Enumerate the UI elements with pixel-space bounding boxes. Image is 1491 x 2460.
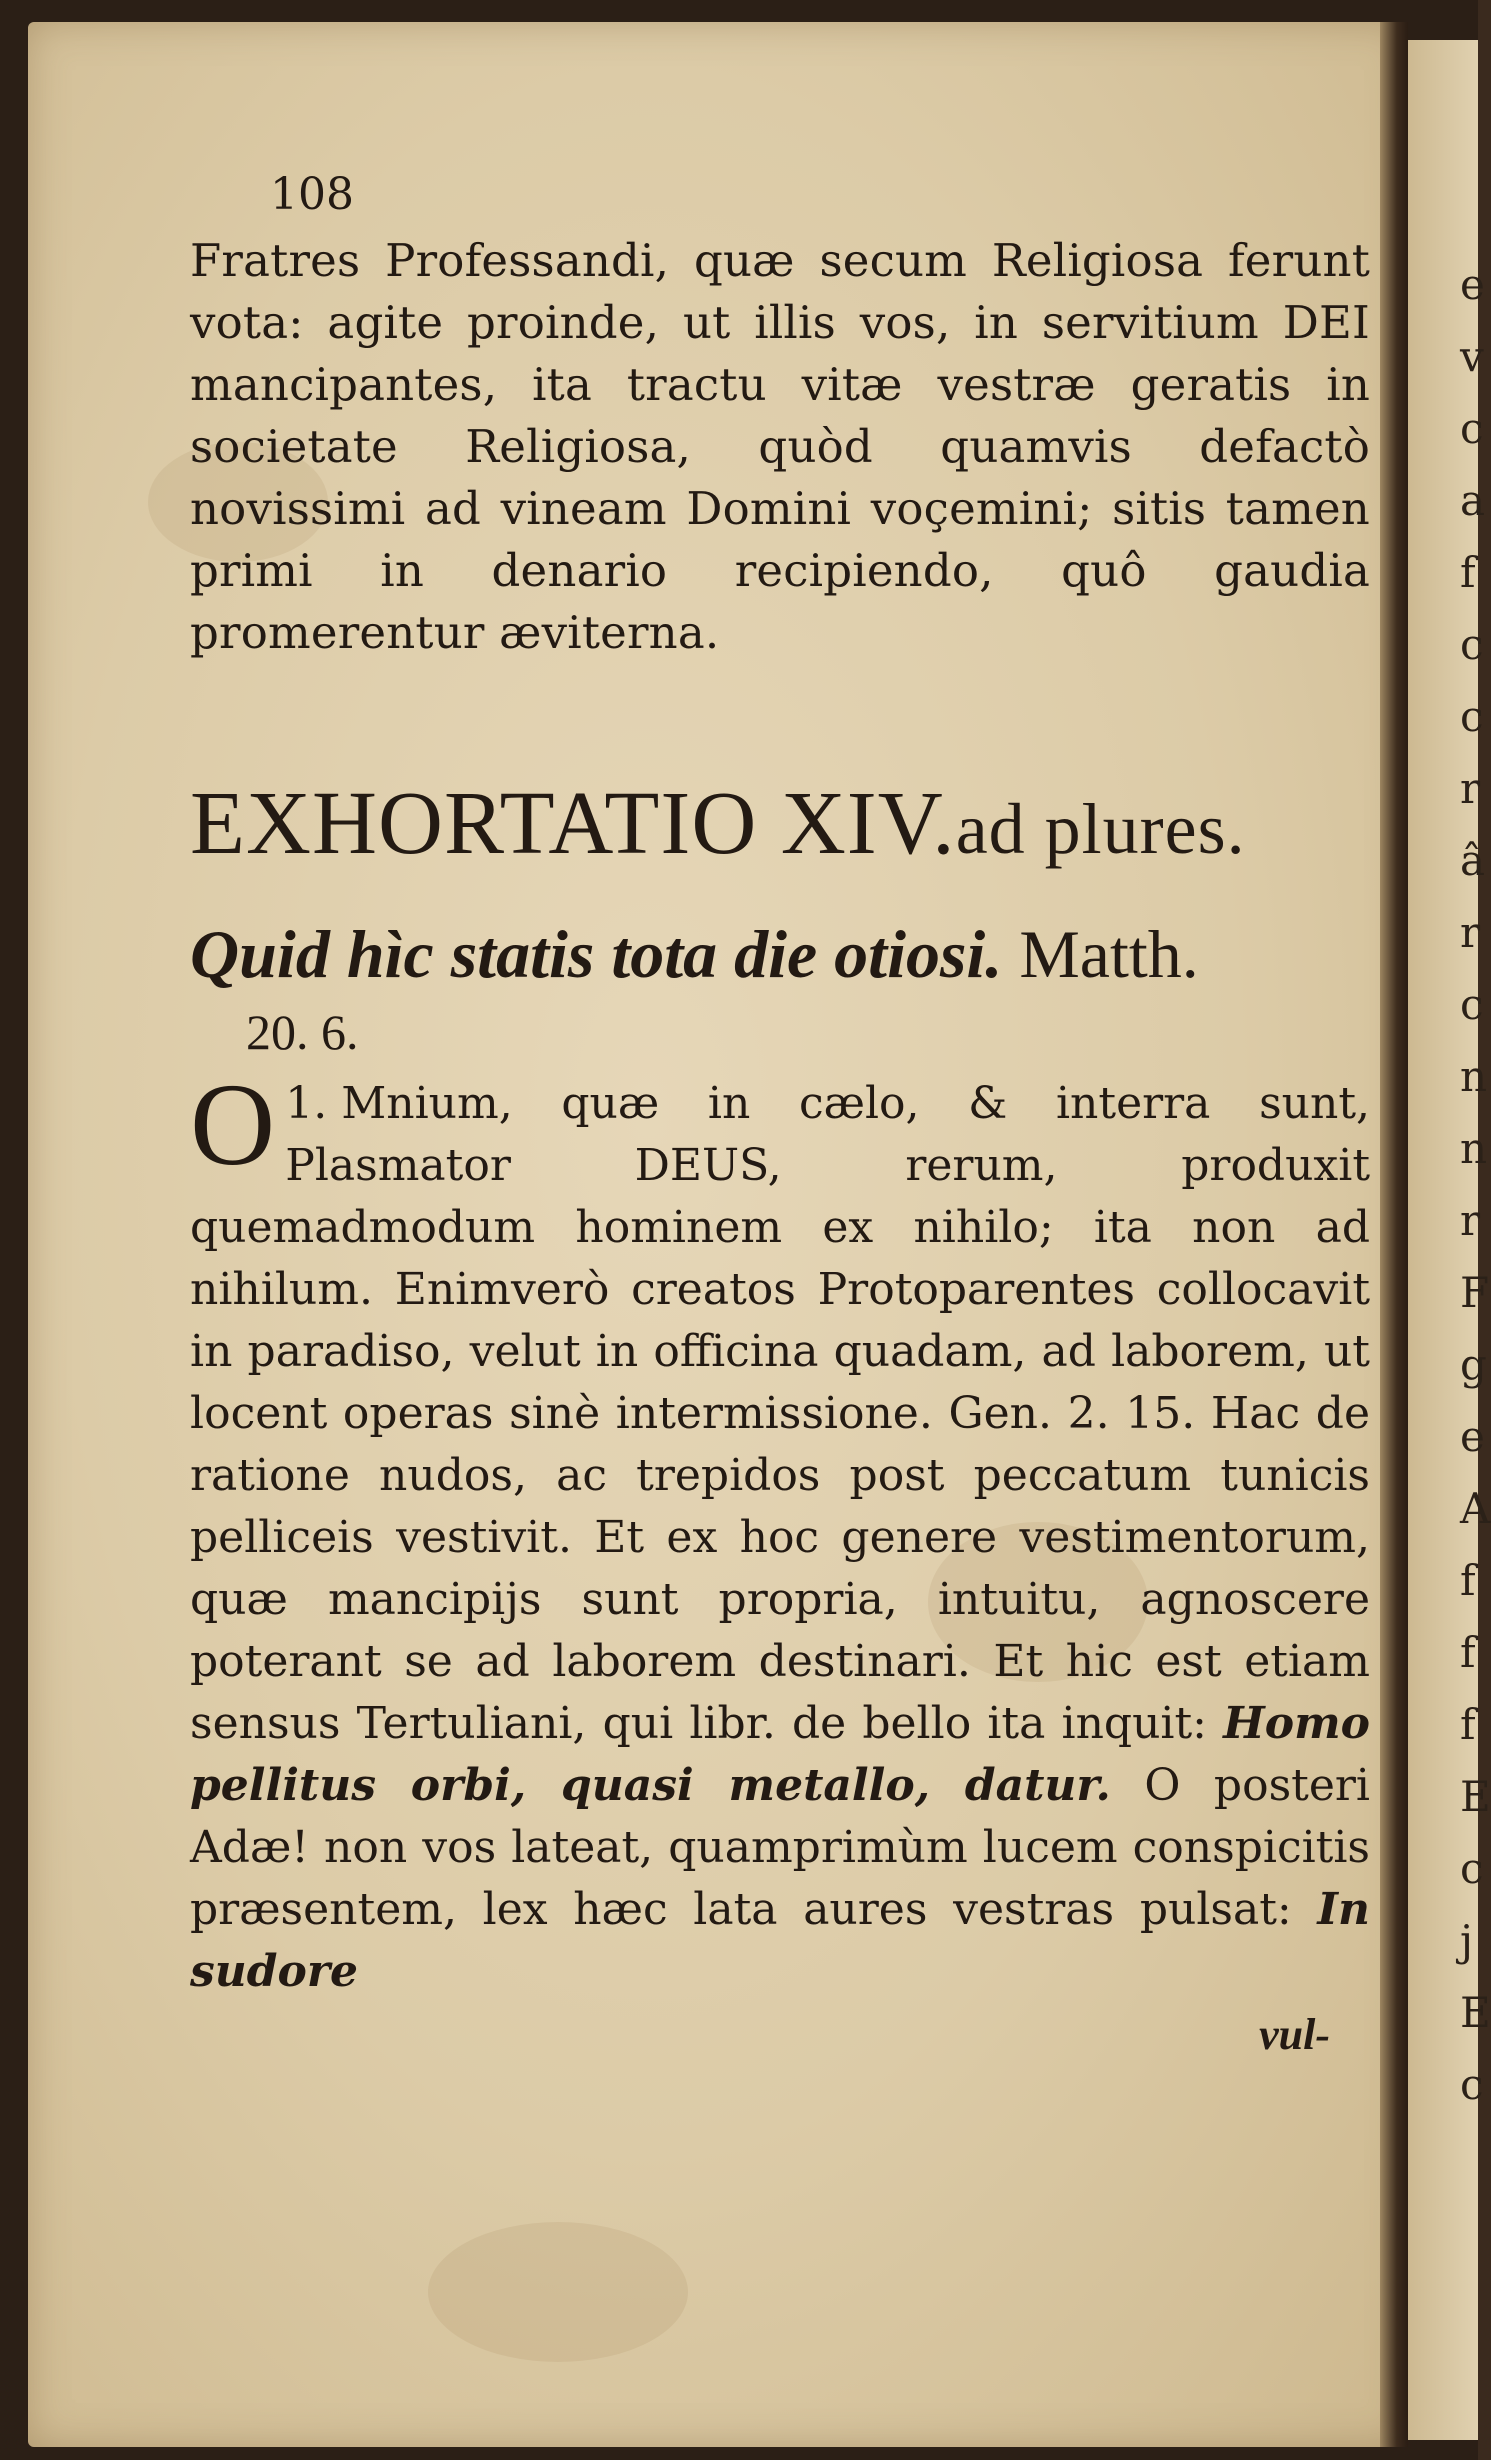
genesis-quote: In sudore: [190, 1884, 1370, 1997]
page-text-block: [190, 170, 1370, 2060]
adjacent-page-letter: c: [1460, 620, 1484, 669]
adjacent-page-letter: â: [1460, 836, 1486, 885]
citation-reference: Matth.: [1019, 916, 1199, 992]
section-number: 1.: [285, 1078, 328, 1129]
adjacent-page-letter: f: [1460, 1700, 1476, 1749]
adjacent-page-letter: r: [1460, 1196, 1481, 1245]
top-paragraph: Fratres Professandi, quæ secum Religiosa ferunt vota: agite proinde, ut illis vos, in servitium DEI mancipantes, ita tractu vitæ vestræ geratis in societate Religiosa, quòd quamvis defactò novissimi ad vineam Domini voçemini; sitis tamen primi in denario recipiendo, quô gaudia promerentur æviterna.: [190, 234, 1370, 659]
adjacent-page-letter: e: [1460, 1412, 1485, 1461]
adjacent-page-letter: E: [1460, 1988, 1491, 2037]
paper-stain: [428, 2222, 688, 2362]
adjacent-page-letter: F: [1460, 1268, 1490, 1317]
exhortation-heading: [190, 774, 1370, 879]
adjacent-page-letter: f: [1460, 1556, 1476, 1605]
adjacent-page-letter: g: [1460, 1340, 1487, 1389]
citation-verse: 20. 6.: [246, 1004, 359, 1060]
adjacent-page-letter: c: [1460, 1844, 1484, 1893]
adjacent-page-letter: E: [1460, 1772, 1491, 1821]
catchword: vul-: [1259, 2010, 1330, 2059]
adjacent-page-letter: r: [1460, 764, 1481, 813]
adjacent-page-letter: c: [1460, 692, 1484, 741]
adjacent-page-letter: a: [1460, 476, 1486, 525]
adjacent-page-letter: e: [1460, 260, 1485, 309]
scripture-citation: [190, 909, 1370, 999]
adjacent-page-letter: c: [1460, 404, 1484, 453]
tertullian-quote: Homo pellitus orbi, quasi metallo, datur.: [190, 1698, 1370, 1811]
adjacent-page-letter: f: [1460, 1628, 1476, 1677]
page-number: 108: [270, 169, 354, 220]
drop-cap: O: [190, 1059, 276, 1190]
book-gutter: [1380, 22, 1408, 2447]
adjacent-page-letter: j: [1460, 1916, 1474, 1965]
heading-tail: ad plures.: [955, 789, 1246, 869]
heading-main: EXHORTATIO XIV.: [190, 774, 956, 873]
adjacent-page-letter: v: [1460, 332, 1484, 381]
adjacent-page-edge: [1408, 40, 1491, 2440]
adjacent-page-letter: c: [1460, 2060, 1484, 2109]
body-text-start: Mnium, quæ in cælo, & interra sunt, Plasmator DEUS, rerum, produxit quemadmodum hominem ex nihilo; ita non ad nihilum. Enimverò creatos Protoparentes collocavit in paradiso, velut in officina quadam, ad laborem, ut locent operas sinè intermissione. Gen. 2. 15. Hac de ratione nudos, ac trepidos post peccatum tunicis pelliceis vestivit. Et ex hoc genere vestimentorum, quæ mancipijs sunt propria, intuitu, agnoscere poterant se ad laborem destinari. Et hic est etiam sensus Tertuliani, qui libr. de bello ita inquit:: [190, 1078, 1370, 1749]
adjacent-page-letter: f: [1460, 548, 1476, 597]
adjacent-page-letter: n: [1460, 1124, 1488, 1173]
adjacent-page-letter: A: [1460, 1484, 1491, 1533]
adjacent-page-letter: n: [1460, 1052, 1488, 1101]
adjacent-page-letter: r: [1460, 908, 1481, 957]
body-text-middle: O posteri Adæ! non vos lateat, quamprimùm lucem conspicitis præsentem, lex hæc lata aures vestras pulsat:: [190, 1760, 1370, 1935]
section-paragraph: [190, 1059, 1370, 2003]
adjacent-page-letter: c: [1460, 980, 1484, 1029]
citation-text: Quid hìc statis tota die otiosi.: [190, 916, 1003, 992]
